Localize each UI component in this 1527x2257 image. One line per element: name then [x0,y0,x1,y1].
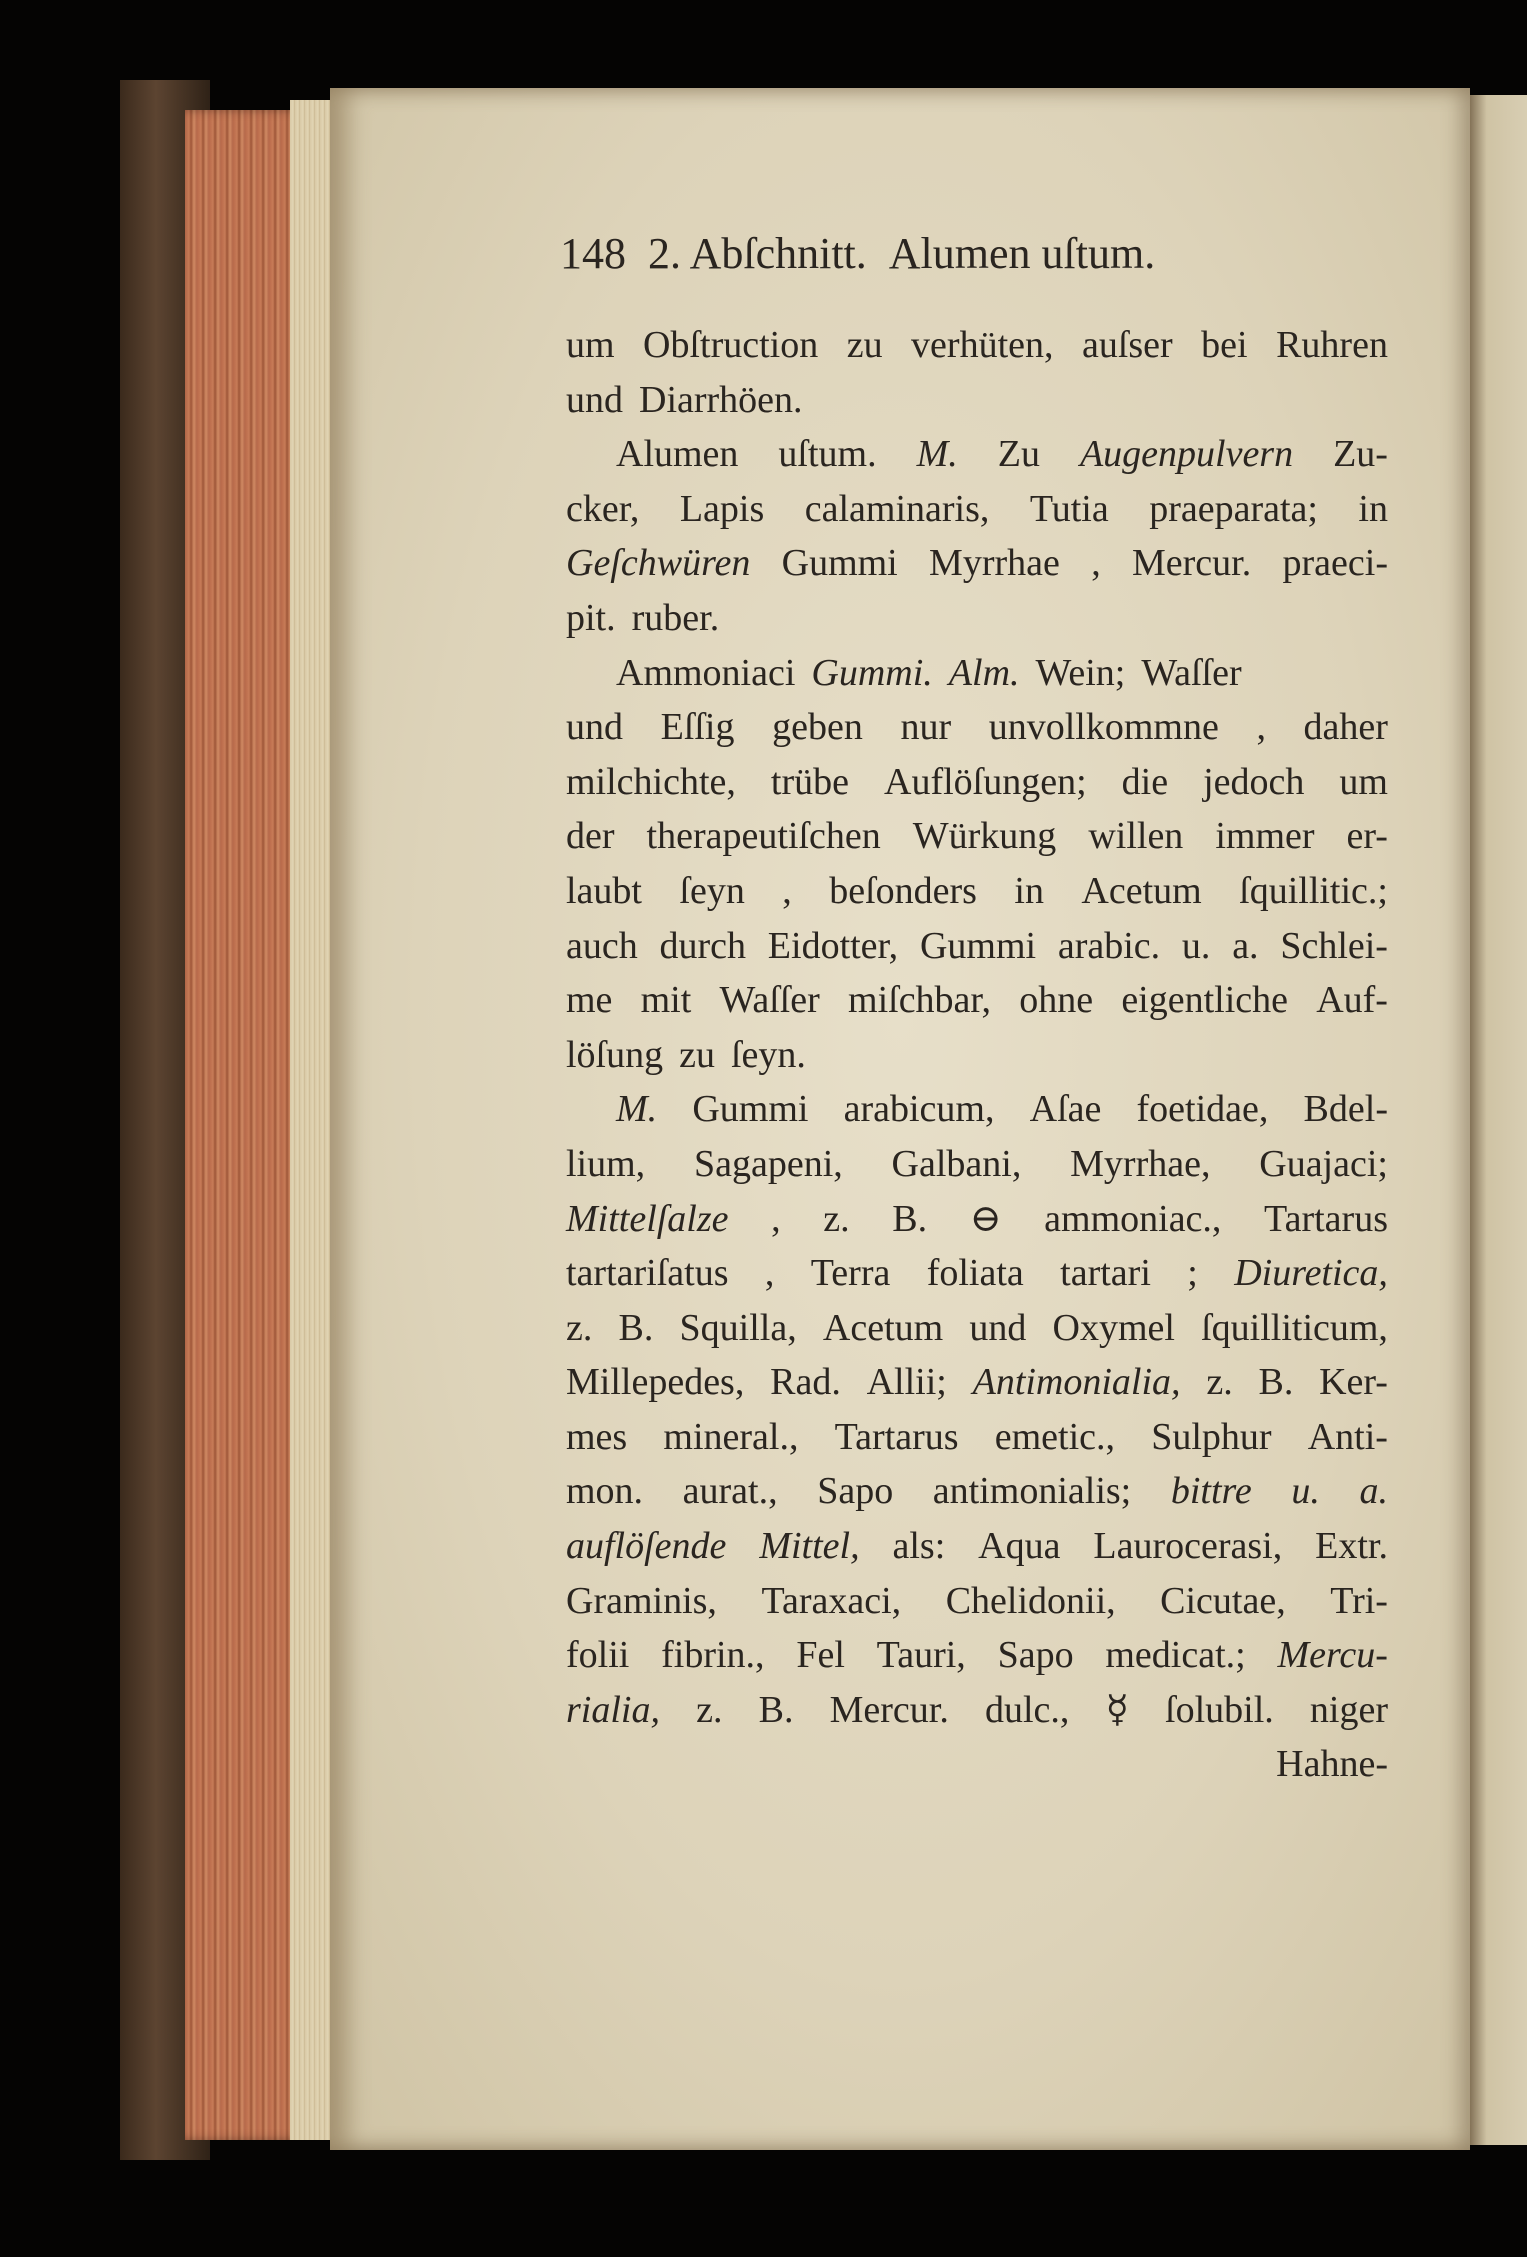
word: Chelidonii, [945,1579,1116,1622]
text-line [566,482,1388,537]
section-title: 2. Abſchnitt. [648,229,867,278]
word: M. [616,1088,658,1131]
word: Alumen [616,433,739,476]
word: Waſſer [719,979,820,1022]
word: Tri- [1330,1579,1388,1622]
word: mit [640,979,692,1022]
text-line [566,864,1388,919]
word: miſchbar, [848,979,992,1022]
word: fibrin., [661,1634,765,1677]
word: Terra [810,1252,891,1295]
word: ammoniac., [1044,1197,1222,1240]
word: lium, [566,1142,646,1185]
word: um [566,324,615,366]
word: ſquilliticum, [1201,1306,1388,1349]
word: Obſtruction [643,324,819,366]
word: zu [846,324,883,366]
word: Eidotter, [767,924,899,967]
text-line [566,919,1388,974]
word: Geſchwüren [566,542,751,585]
word: B. [758,1688,794,1731]
word: löſung [566,1033,664,1076]
word: ⊖ [969,1197,1002,1240]
word: z. [696,1688,723,1731]
word: und [969,1306,1027,1349]
word: u. [1291,1470,1320,1513]
text-line [566,1628,1388,1683]
text-line [566,646,1388,701]
word: calaminaris, [804,487,990,530]
running-header [560,228,1350,279]
word: die [1121,760,1169,803]
word: Wein; [1035,651,1126,694]
word: tartariſatus [566,1252,729,1295]
text-line [566,1683,1388,1738]
text-line [566,318,1388,373]
word: Auflöſungen; [884,760,1087,803]
word: Extr. [1315,1525,1388,1568]
word: daher [1303,706,1388,749]
word: Squilla, [679,1306,797,1349]
word: M. [916,433,958,476]
text-line [566,591,1388,646]
word: ruber. [631,596,720,639]
word: Gummi [692,1088,809,1131]
word: verhüten, [911,324,1054,366]
word: mon. [566,1470,644,1513]
word: als: [892,1525,946,1568]
word: willen [1088,815,1184,858]
word: arabicum, [843,1088,995,1131]
catchword-line [566,1737,1388,1792]
word: in [1358,487,1388,530]
word: , [764,1252,775,1295]
word: Aqua [978,1525,1061,1568]
word: bei [1201,324,1248,366]
word: Diuretica, [1234,1252,1388,1295]
page-number: 148 [560,229,626,278]
text-line [566,536,1388,591]
text-line [566,755,1388,810]
word: durch [659,924,747,967]
word: z. [823,1197,850,1240]
word: dulc., [985,1688,1070,1731]
text-line [566,1464,1388,1519]
word: arabic. [1057,924,1161,967]
word: Allii; [866,1361,947,1404]
running-title: Alumen uſtum. [888,229,1156,278]
word: nur [900,706,952,749]
word: Acetum [822,1306,944,1349]
word: Mercu- [1277,1634,1388,1677]
word: Taraxaci, [761,1579,902,1622]
word: ſolubil. [1165,1688,1274,1731]
word: Antimonialia, [972,1361,1181,1404]
word: bittre [1170,1470,1252,1513]
word: a. [1359,1470,1388,1513]
word: praeparata; [1149,487,1318,530]
word: zu [679,1033,715,1076]
word: und [566,706,623,749]
word: cker, [566,487,640,530]
word: trübe [770,760,849,803]
word: rialia, [566,1688,660,1731]
word: Galbani, [891,1142,1022,1185]
word: Gummi [781,542,898,585]
word: Mercur. [829,1688,949,1731]
text-line [566,700,1388,755]
word: B. [1258,1361,1294,1404]
text-line [566,1137,1388,1192]
word: Oxymel [1052,1306,1175,1349]
word: Myrrhae [929,542,1060,585]
word: Laurocerasi, [1093,1525,1283,1568]
word: , [782,869,792,912]
word: Auf- [1316,979,1388,1022]
word: ohne [1019,979,1094,1022]
word: Bdel- [1303,1088,1388,1131]
word: er- [1346,815,1388,858]
word: auſser [1081,324,1173,366]
word: milchichte, [566,760,736,803]
text-line [566,1301,1388,1356]
word: Lapis [679,487,765,530]
word: Sulphur [1151,1415,1272,1458]
word: praeci- [1282,542,1388,585]
word: Anti- [1307,1415,1388,1458]
word: u. [1181,924,1211,967]
word: Gummi [919,924,1037,967]
word: Würkung [912,815,1057,858]
word: in [1014,869,1044,912]
word: Mercur. [1131,542,1252,585]
word: Acetum [1081,869,1202,912]
word: Diarrhöen. [639,378,803,421]
word: z. [1206,1361,1233,1404]
word: laubt [566,869,642,912]
word: geben [772,706,863,749]
word: auch [566,924,638,967]
word: B. [892,1197,928,1240]
word: unvollkommne [988,706,1219,749]
word: foliata [926,1252,1024,1295]
catchword: Hahne- [1276,1743,1388,1786]
text-line [566,1028,1388,1083]
word: Myrrhae, [1070,1142,1211,1185]
word: jedoch [1203,760,1305,803]
word: Guajaci; [1259,1142,1388,1185]
word: z. [566,1306,593,1349]
word: foetidae, [1136,1088,1269,1131]
text-line [566,809,1388,864]
word: B. [618,1306,654,1349]
word: niger [1309,1688,1388,1731]
word: der [566,815,615,858]
word: Tartarus [1264,1197,1388,1240]
word: mineral., [663,1415,799,1458]
word: ; [1187,1252,1198,1295]
word: Graminis, [566,1579,717,1622]
word: folii [566,1634,630,1677]
text-line [566,1082,1388,1137]
word: antimonialis; [932,1470,1132,1513]
word: me [566,979,613,1022]
text-line [566,1192,1388,1247]
text-line [566,373,1388,428]
word: Waſſer [1141,651,1242,694]
word: Mittel, [759,1525,860,1568]
word: Gummi. [811,651,933,694]
word: um [1339,760,1388,803]
word: und [566,378,623,421]
next-page-edge [1465,95,1527,2145]
word: medicat.; [1105,1634,1246,1677]
text-line [566,1574,1388,1629]
word: , [1256,706,1266,749]
word: Millepedes, [566,1361,745,1404]
word: Rad. [770,1361,841,1404]
word: , [771,1197,781,1240]
word: pit. [566,596,616,639]
word: Tutia [1029,487,1109,530]
word: Aſae [1029,1088,1102,1131]
word: ſquillitic.; [1239,869,1388,912]
word: a. [1232,924,1259,967]
text-line [566,1355,1388,1410]
word: Ruhren [1276,324,1388,366]
word: Zu- [1333,433,1388,476]
text-line [566,973,1388,1028]
text-line [566,1410,1388,1465]
word: emetic., [994,1415,1116,1458]
word: ſeyn [679,869,745,912]
word: beſonders [829,869,977,912]
word: Schlei- [1280,924,1388,967]
text-line [566,1246,1388,1301]
word: Ker- [1319,1361,1388,1404]
word: Ammoniaci [616,651,796,694]
word: therapeutiſchen [646,815,881,858]
word: , [1091,542,1101,585]
word: Sapo [997,1634,1074,1677]
word: uſtum. [778,433,877,476]
word: ☿ [1105,1688,1129,1731]
text-line [566,1519,1388,1574]
word: Mittelſalze [566,1197,729,1240]
body-text [566,318,1388,1792]
word: Augenpulvern [1079,433,1294,476]
word: immer [1215,815,1315,858]
word: Sagapeni, [693,1142,843,1185]
word: tartari [1060,1252,1151,1295]
word: mes [566,1415,628,1458]
word: Tartarus [834,1415,959,1458]
word: Sapo [817,1470,894,1513]
word: Alm. [948,651,1020,694]
word: auflöſende [566,1525,727,1568]
word: eigentliche [1121,979,1289,1022]
word: Cicutae, [1160,1579,1286,1622]
word: ſeyn. [731,1033,806,1076]
text-line [566,427,1388,482]
word: aurat., [682,1470,778,1513]
word: Eſſig [660,706,735,749]
word: Fel [796,1634,845,1677]
word: Tauri, [876,1634,966,1677]
word: Zu [997,433,1040,476]
